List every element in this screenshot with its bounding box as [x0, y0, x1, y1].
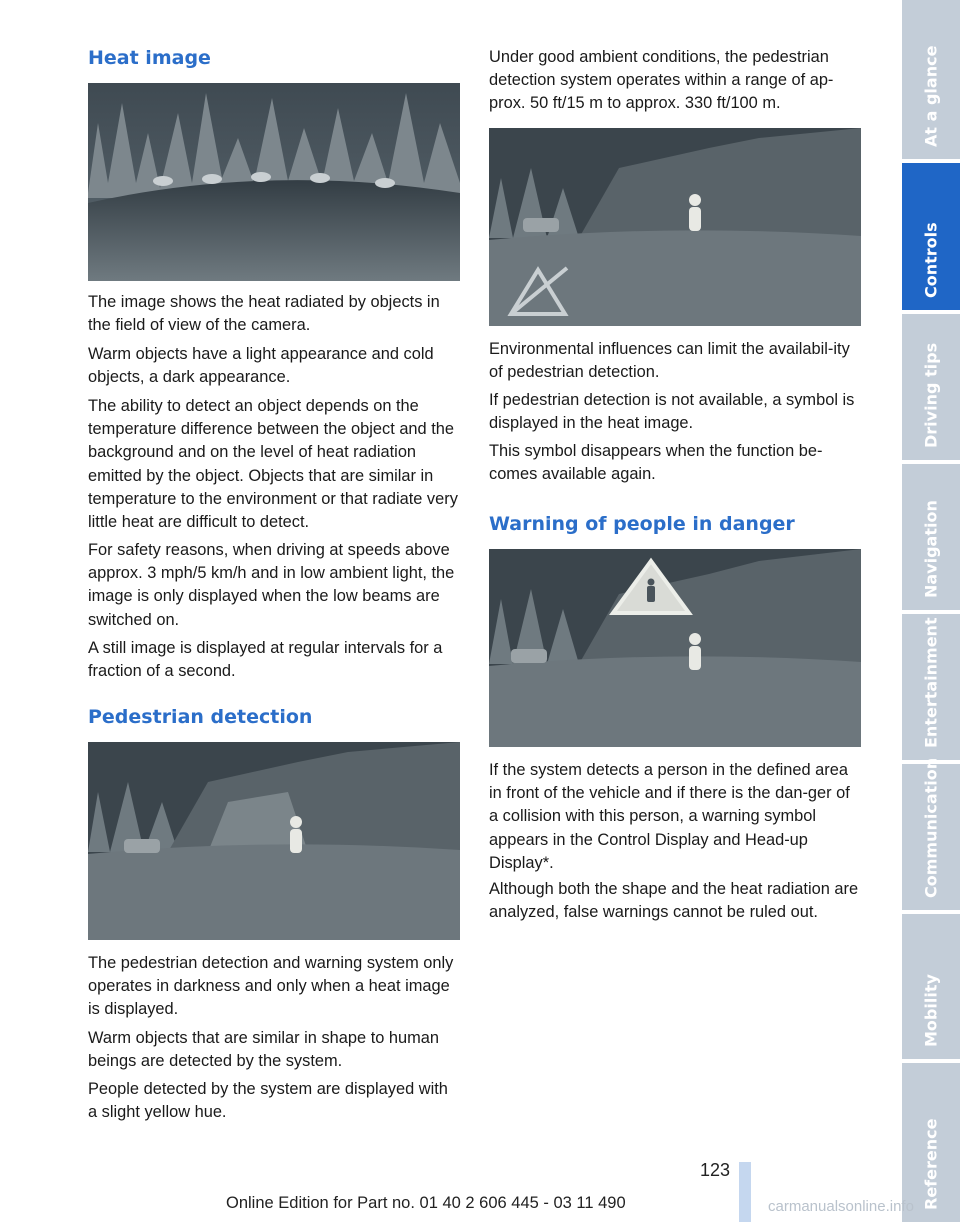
tab-label: Mobility [921, 974, 941, 1047]
heat-paragraph-2: Warm objects have a light appearance and cold objects, a dark appearance. [88, 345, 434, 387]
availability-paragraph-1: Environmental influences can limit the availabil-ity of pedestrian detection. [489, 340, 850, 382]
warning-people-photo [489, 549, 861, 747]
page-number-bar [739, 1162, 751, 1222]
pedestrian-paragraph-1: The pedestrian detection and warning system only operates in darkness and only when a heat image is displayed. [88, 954, 454, 1019]
tab-driving-tips[interactable] [902, 314, 960, 460]
heat-paragraph-1: The image shows the heat radiated by objects in the field of view of the camera. [88, 293, 440, 335]
heading-warning-people: Warning of people in danger [489, 513, 795, 535]
section-tabs [902, 0, 960, 1222]
footer-edition: Online Edition for Part no. 01 40 2 606 445 - 03 11 490 [226, 1194, 626, 1212]
tab-label: Entertainment [921, 617, 941, 748]
warning-paragraph-2: Although both the shape and the heat radiation are analyzed, false warnings cannot be ruled out. [489, 880, 859, 922]
pedestrian-detection-photo [88, 742, 460, 940]
tab-navigation[interactable] [902, 464, 960, 610]
watermark: carmanualsonline.info [768, 1198, 914, 1215]
tab-label: Controls [921, 222, 941, 298]
heat-paragraph-5: A still image is displayed at regular intervals for a fraction of a second. [88, 639, 443, 681]
tab-label: At a glance [921, 45, 941, 147]
page-number: 123 [700, 1160, 731, 1180]
availability-paragraph-2: If pedestrian detection is not available, a symbol is displayed in the heat image. [489, 391, 855, 433]
tab-communication[interactable] [902, 757, 960, 910]
tab-label: Reference [921, 1118, 941, 1210]
pedestrian-paragraph-2: Warm objects that are similar in shape to human beings are detected by the system. [88, 1029, 440, 1071]
range-paragraph: Under good ambient conditions, the pedestrian detection system operates within a range of ap-prox. 50 ft/15 m to approx. 330 ft/100 m. [489, 48, 834, 113]
heading-heat-image: Heat image [88, 47, 211, 69]
tab-entertainment[interactable] [902, 614, 960, 760]
availability-paragraph-3: This symbol disappears when the function be-comes available again. [489, 442, 823, 484]
tab-mobility[interactable] [902, 914, 960, 1059]
heat-paragraph-3: The ability to detect an object depends on the temperature difference between the object and the background and on the level of heat radiation emitted by the object. Objects that are similar in temperature to the environment or that radiate very little heat are difficult to detect. [88, 397, 458, 532]
tab-label: Communication [921, 757, 941, 898]
tab-controls[interactable] [902, 163, 960, 310]
pedestrian-unavailable-photo [489, 128, 861, 326]
tab-at-a-glance[interactable] [902, 0, 960, 159]
tab-label: Driving tips [921, 342, 941, 448]
heat-image-animals-photo [88, 83, 460, 281]
tab-label: Navigation [921, 500, 941, 598]
warning-paragraph-1: If the system detects a person in the defined area in front of the vehicle and if there is the dan-ger of a collision with this person, a warning symbol appears in the Control Display and Head-up Display*. [489, 761, 850, 872]
pedestrian-paragraph-3: People detected by the system are displayed with a slight yellow hue. [88, 1080, 448, 1122]
heading-pedestrian-detection: Pedestrian detection [88, 706, 313, 728]
heat-paragraph-4: For safety reasons, when driving at speeds above approx. 3 mph/5 km/h and in low ambient light, the image is only displayed when the low beams are switched on. [88, 541, 455, 629]
